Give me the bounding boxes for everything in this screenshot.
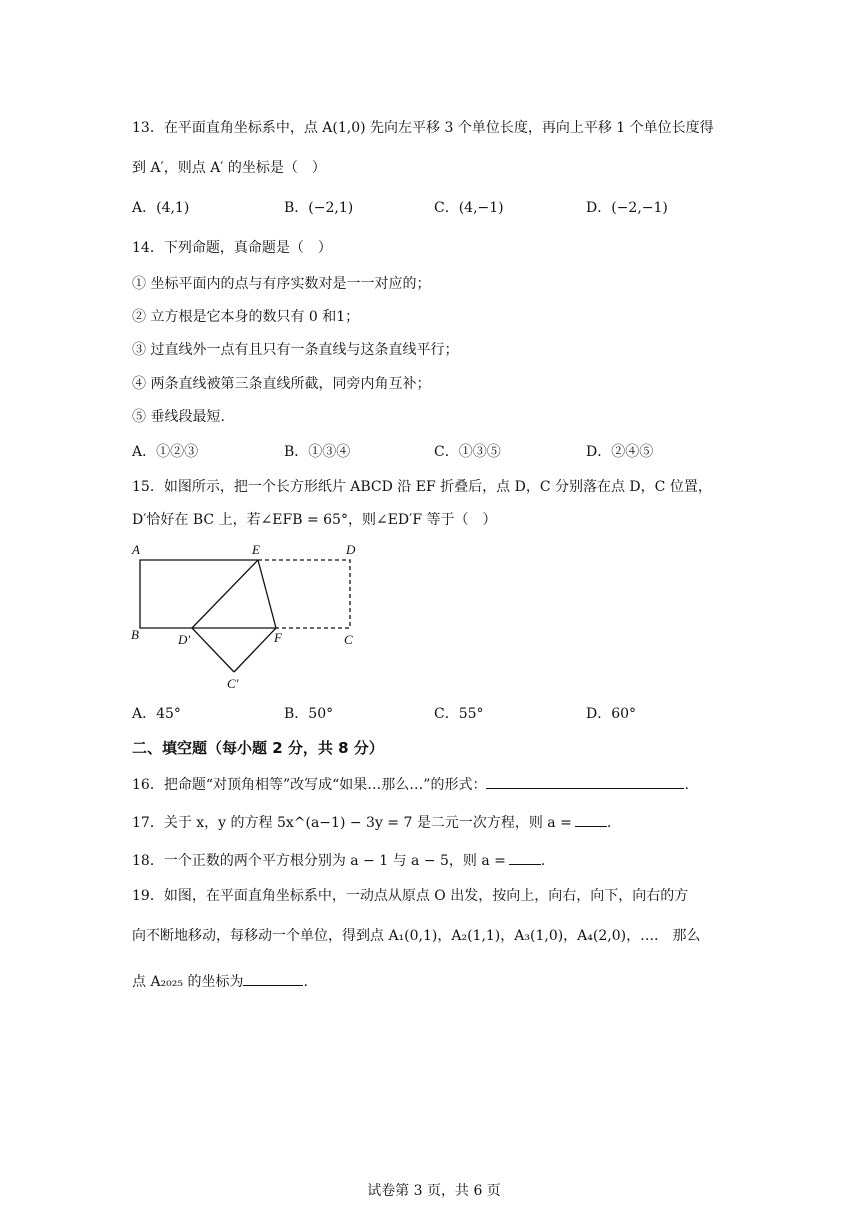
q16-answer-blank[interactable]	[486, 774, 684, 789]
q14-option-c: C．①③⑤	[434, 444, 501, 460]
q18-text: 18．一个正数的两个平方根分别为 a − 1 与 a − 5，则 a =	[132, 853, 506, 869]
q14-option-d: D．②④⑤	[586, 444, 654, 460]
label-d: D	[346, 542, 356, 557]
q15-option-b: B．50°	[284, 706, 334, 722]
q19-line3	[132, 971, 308, 992]
rectangle-solid-edge	[140, 560, 258, 628]
q15-line1: 15．如图所示，把一个长方形纸片 ABCD 沿 EF 折叠后，点 D，C 分别落在点 D，C 位置，	[132, 479, 712, 495]
label-c: C	[344, 632, 353, 647]
q13-option-b: B．(−2,1)	[284, 200, 354, 216]
segment-c2f	[234, 628, 276, 672]
q14-stem: 14．下列命题，真命题是（ ）	[132, 240, 332, 256]
q18-end: .	[540, 853, 546, 869]
label-c-prime: C′	[227, 676, 239, 691]
q16-text: 16．把命题“对顶角相等”改写成“如果…那么…”的形式：	[132, 777, 487, 793]
q16-line	[132, 774, 689, 795]
q14-statement-4: ④ 两条直线被第三条直线所截，同旁内角互补；	[132, 376, 431, 392]
q15-option-c: C．55°	[434, 706, 484, 722]
q14-statement-2: ② 立方根是它本身的数只有 0 和1；	[132, 309, 360, 325]
section-2-heading: 二、填空题（每小题 2 分，共 8 分）	[132, 739, 384, 757]
q14-option-b: B．①③④	[284, 444, 351, 460]
fold-line-ef	[258, 560, 276, 628]
q18-answer-blank[interactable]	[509, 850, 541, 865]
label-a: A	[132, 542, 140, 557]
q19-answer-blank[interactable]	[243, 971, 303, 986]
segment-d2c2	[192, 628, 234, 672]
label-e: E	[252, 542, 260, 557]
q17-line	[132, 812, 611, 833]
page-footer: 试卷第 3 页，共 6 页	[367, 1183, 501, 1199]
q13-option-d: D．(−2,−1)	[586, 200, 668, 216]
q19-end: .	[303, 974, 308, 990]
q18-line	[132, 850, 545, 871]
q14-statement-1: ① 坐标平面内的点与有序实数对是一一对应的；	[132, 276, 431, 292]
q13-line2: 到 A′，则点 A′ 的坐标是（ ）	[132, 160, 326, 176]
fold-rectangle-figure	[128, 538, 368, 694]
q15-option-a: A．45°	[132, 706, 181, 722]
q16-end: .	[684, 777, 689, 793]
label-f: F	[274, 630, 282, 645]
q15-option-d: D．60°	[586, 706, 637, 722]
q19-text: 点 A₂₀₂₅ 的坐标为	[132, 974, 244, 990]
q15-line2: D′恰好在 BC 上，若∠EFB = 65°，则∠ED′F 等于（ ）	[132, 512, 497, 528]
q19-line1: 19．如图，在平面直角坐标系中，一动点从原点 O 出发，按向上，向右，向下，向右的方	[132, 888, 689, 904]
q13-option-c: C．(4,−1)	[434, 200, 504, 216]
segment-ed2	[192, 560, 258, 628]
q17-answer-blank[interactable]	[575, 812, 607, 827]
q17-end: .	[606, 815, 612, 831]
label-b: B	[131, 627, 139, 642]
q19-line2: 向不断地移动，每移动一个单位，得到点 A₁(0,1)，A₂(1,1)，A₃(1,0)，A₄(2,0)，…． 那么	[132, 928, 701, 944]
q14-statement-3: ③ 过直线外一点有且只有一条直线与这条直线平行；	[132, 342, 459, 358]
q17-text: 17．关于 x，y 的方程 5x^(a−1) − 3y = 7 是二元一次方程，则 a =	[132, 815, 572, 831]
q14-option-a: A．①②③	[132, 444, 199, 460]
label-d-prime: D′	[178, 632, 191, 647]
q13-line1: 13．在平面直角坐标系中，点 A(1,0) 先向左平移 3 个单位长度，再向上平移 1 个单位长度得	[132, 120, 714, 136]
q13-option-a: A．(4,1)	[132, 200, 190, 216]
rectangle-dashed-edge	[258, 560, 350, 628]
q14-statement-5: ⑤ 垂线段最短.	[132, 409, 225, 425]
